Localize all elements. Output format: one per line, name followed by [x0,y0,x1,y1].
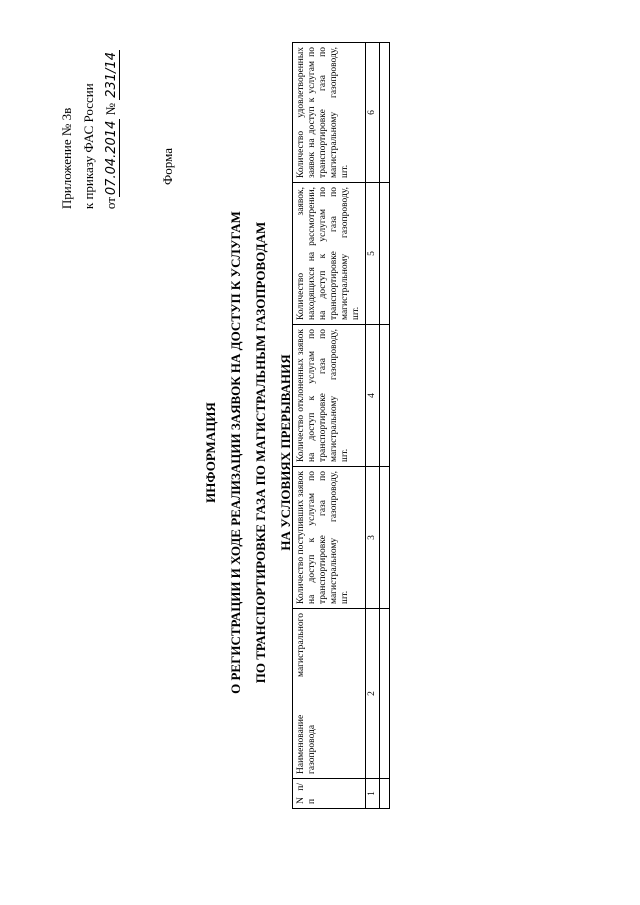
header-cell-pipeline-name: Наименование магистрального газопровода [293,609,366,779]
header-cell-rejected: Количество отклоненных заявок на доступ к услугам по транспортировке газа по магистральному газопроводу, шт. [293,325,366,467]
order-date-handwritten: 07.04.2014 [104,120,119,196]
column-number: 6 [366,43,380,183]
order-number-prefix: № [103,103,118,116]
title-line-4: НА УСЛОВИЯХ ПРЕРЫВАНИЯ [278,354,293,551]
table-cell [380,779,390,809]
order-date-prefix: от [103,197,118,210]
header-cell-under-review: Количество заявок, находящихся на рассмотрении, на доступ к услугам по транспортировке газа по магистральному газопроводу, шт. [293,183,366,325]
report-table [292,42,390,809]
appendix-number: Приложение № 3в [59,107,74,210]
appendix-block [56,50,123,209]
column-number: 3 [366,467,380,609]
table-row [380,43,390,809]
table-cell [380,325,390,467]
column-number: 2 [366,609,380,779]
column-number: 1 [366,779,380,809]
title-line-1: ИНФОРМАЦИЯ [203,402,218,503]
header-cell-received: Количество поступивших заявок на доступ к услугам по транспортировке газа по магистральному газопроводу, шт. [293,467,366,609]
table-cell [380,609,390,779]
table-cell [380,183,390,325]
header-cell-approved: Количество удовлетворенных заявок на доступ к услугам по транспортировке газа по магистральному газопроводу, шт. [293,43,366,183]
column-number: 5 [366,183,380,325]
header-cell-number: N п/п [293,779,366,809]
title-line-3: ПО ТРАНСПОРТИРОВКЕ ГАЗА ПО МАГИСТРАЛЬНЫМ ГАЗОПРОВОДАМ [253,221,268,684]
form-label: Форма [160,148,175,185]
appendix-order-ref: к приказу ФАС России [81,83,96,210]
title-line-2: О РЕГИСТРАЦИИ И ХОДЕ РЕАЛИЗАЦИИ ЗАЯВОК НА ДОСТУП К УСЛУГАМ [228,211,243,694]
appendix-order-line [100,50,123,209]
column-number: 4 [366,325,380,467]
order-number-handwritten: 231/14 [104,52,119,98]
table-cell [380,467,390,609]
document-title [198,0,298,905]
table-cell [380,43,390,183]
column-number-row [366,43,380,809]
table-header-row [293,43,366,809]
